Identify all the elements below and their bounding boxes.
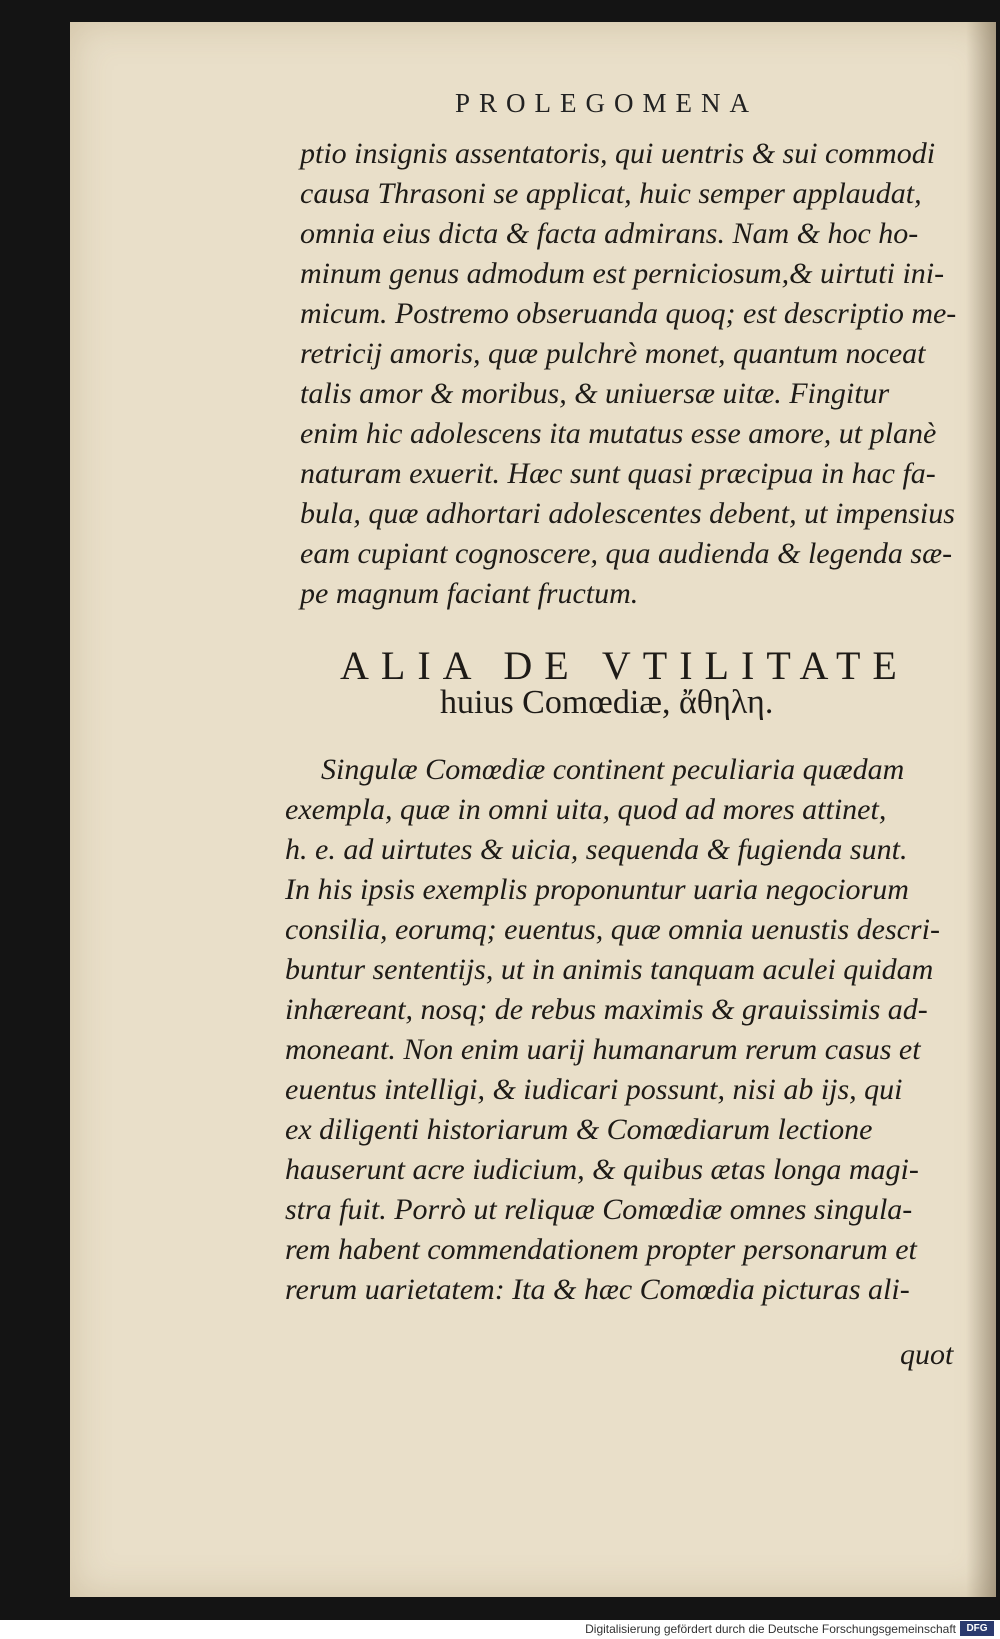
text-line: pe magnum faciant fructum. — [300, 577, 639, 610]
section-heading: ALIA DE VTILITATE — [340, 643, 909, 688]
text-line: minum genus admodum est perniciosum,& uirtuti ini- — [300, 257, 945, 290]
text-line: hauserunt acre iudicium, & quibus ætas longa magi- — [285, 1153, 919, 1186]
text-line: inhæreant, nosq; de rebus maximis & grauissimis ad- — [285, 993, 928, 1026]
text-line: eam cupiant cognoscere, qua audienda & legenda sæ- — [300, 537, 953, 570]
text-line: ptio insignis assentatoris, qui uentris & sui commodi — [300, 137, 936, 170]
text-line: stra fuit. Porrò ut reliquæ Comœdiæ omnes singula- — [285, 1193, 913, 1226]
text-line: rem habent commendationem propter personarum et — [285, 1233, 917, 1266]
text-line: omnia eius dicta & facta admirans. Nam & hoc ho- — [300, 217, 919, 250]
text-line: exempla, quæ in omni uita, quod ad mores attinet, — [285, 793, 887, 826]
text-line: In his ipsis exemplis proponuntur uaria negociorum — [285, 873, 909, 906]
text-line: causa Thrasoni se applicat, huic semper applaudat, — [300, 177, 922, 210]
running-head: PROLEGOMENA — [455, 88, 759, 118]
section-subheading: huius Comœdiæ, ἄθηλη. — [440, 684, 774, 721]
text-line: talis amor & moribus, & uniuersæ uitæ. Fingitur — [300, 377, 890, 410]
text-block-1 — [300, 134, 990, 614]
text-line: micum. Postremo obseruanda quoq; est descriptio me- — [300, 297, 957, 330]
text-line: rerum uarietatem: Ita & hæc Comœdia picturas ali- — [285, 1273, 910, 1306]
text-line: ex diligenti historiarum & Comœdiarum lectione — [285, 1113, 873, 1146]
text-line: enim hic adolescens ita mutatus esse amore, ut planè — [300, 417, 937, 450]
dfg-logo: DFG — [960, 1621, 994, 1636]
text-line: euentus intelligi, & iudicari possunt, nisi ab ijs, qui — [285, 1073, 903, 1106]
text-line: consilia, eorumq; euentus, quæ omnia uenustis descri- — [285, 913, 940, 946]
text-line: naturam exuerit. Hæc sunt quasi præcipua in hac fa- — [300, 457, 936, 490]
text-line: retricij amoris, quæ pulchrè monet, quantum noceat — [300, 337, 926, 370]
text-line: buntur sententijs, ut in animis tanquam aculei quidam — [285, 953, 934, 986]
text-line: Singulæ Comœdiæ continent peculiaria quædam — [321, 753, 905, 786]
text-line: bula, quæ adhortari adolescentes debent, ut impensius — [300, 497, 955, 530]
funding-note: Digitalisierung gefördert durch die Deutsche Forschungsgemeinschaft — [585, 1622, 956, 1636]
catchword: quot — [900, 1338, 954, 1371]
text-block-2 — [285, 750, 975, 1310]
text-line: moneant. Non enim uarij humanarum rerum casus et — [285, 1033, 921, 1066]
text-line: h. e. ad uirtutes & uicia, sequenda & fugienda sunt. — [285, 833, 908, 866]
